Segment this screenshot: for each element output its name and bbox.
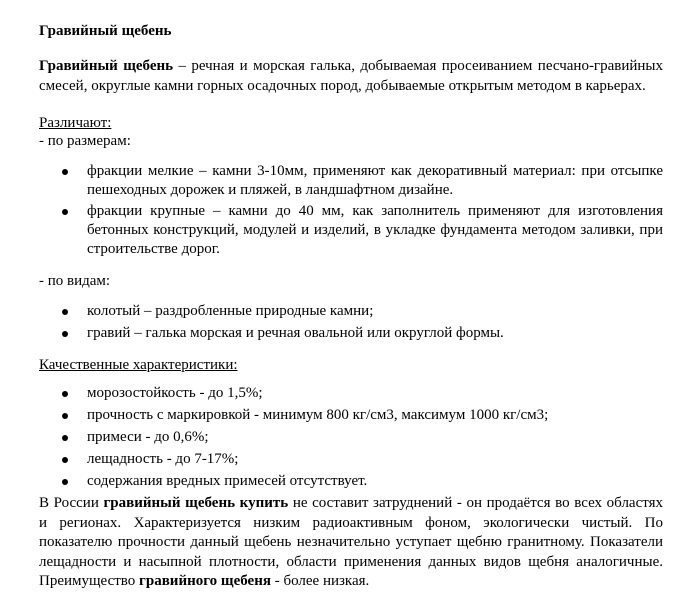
quality-list bbox=[0, 384, 663, 491]
size-list bbox=[0, 162, 663, 259]
page-title: Гравийный щебень bbox=[39, 23, 172, 39]
list-item bbox=[0, 406, 663, 425]
bullet-icon bbox=[62, 435, 68, 441]
list-item-text: примеси - до 0,6%; bbox=[87, 429, 209, 445]
type-list bbox=[0, 302, 663, 343]
intro-bold-term: Гравийный щебень bbox=[39, 58, 174, 74]
list-item-text: лещадность - до 7-17%; bbox=[87, 451, 239, 467]
bullet-icon bbox=[62, 169, 68, 175]
final-bold-1: гравийный щебень купить bbox=[103, 495, 289, 511]
final-text-3: - более низкая. bbox=[270, 573, 370, 589]
bullet-icon bbox=[62, 309, 68, 315]
bullet-icon bbox=[62, 457, 68, 463]
list-item bbox=[0, 450, 663, 469]
list-item bbox=[0, 302, 663, 321]
bullet-icon bbox=[62, 209, 68, 215]
list-item bbox=[0, 162, 663, 200]
list-item bbox=[0, 428, 663, 447]
bullet-icon bbox=[62, 391, 68, 397]
intro-text: – речная и морская галька, добываемая просеиванием песчано-гравийных смесей, округлые камни горных осадочных пород, добываемые открытым методом в карьерах. bbox=[39, 58, 663, 94]
final-text-1: В России bbox=[39, 495, 104, 511]
list-item-text: прочность с маркировкой - минимум 800 кг/см3, максимум 1000 кг/см3; bbox=[87, 407, 549, 423]
quality-label: Качественные характеристики: bbox=[39, 357, 238, 373]
list-item-text: содержания вредных примесей отсутствует. bbox=[87, 473, 368, 489]
bullet-icon bbox=[62, 413, 68, 419]
list-item bbox=[0, 384, 663, 403]
final-text-2: не составит затруднений - он продаётся во всех областях и регионах. Характеризуется низким радиоактивным фоном, экологически чистый. По показателю прочности данный щебень незначительно уступает щебню гранитному. Показатели лещадности и насыпной плотности, области применения данных видов щебня аналогичные. Преимущество bbox=[39, 495, 663, 589]
list-item-text: гравий – галька морская и речная овальной или округлой формы. bbox=[87, 325, 504, 341]
list-item bbox=[0, 472, 663, 491]
intro-paragraph bbox=[39, 57, 663, 96]
list-item-text: фракции мелкие – камни 3-10мм, применяют как декоративный материал: при отсыпке пешеходных дорожек и пляжей, в ландшафтном дизайне. bbox=[87, 163, 663, 198]
list-item-text: фракции крупные – камни до 40 мм, как заполнитель применяют для изготовления бетонных конструкций, модулей и изделий, в укладке фундамента методом заливки, при строительстве дорог. bbox=[87, 203, 663, 257]
final-paragraph bbox=[39, 494, 663, 592]
bullet-icon bbox=[62, 479, 68, 485]
bullet-icon bbox=[62, 331, 68, 337]
list-item-text: колотый – раздробленные природные камни; bbox=[87, 303, 374, 319]
by-size-label: - по размерам: bbox=[39, 133, 131, 149]
list-item bbox=[0, 202, 663, 259]
final-bold-2: гравийного щебеня bbox=[139, 573, 271, 589]
by-type-label: - по видам: bbox=[39, 273, 111, 289]
distinguish-label: Различают: bbox=[39, 115, 112, 131]
list-item bbox=[0, 324, 663, 343]
list-item-text: морозостойкость - до 1,5%; bbox=[87, 385, 263, 401]
